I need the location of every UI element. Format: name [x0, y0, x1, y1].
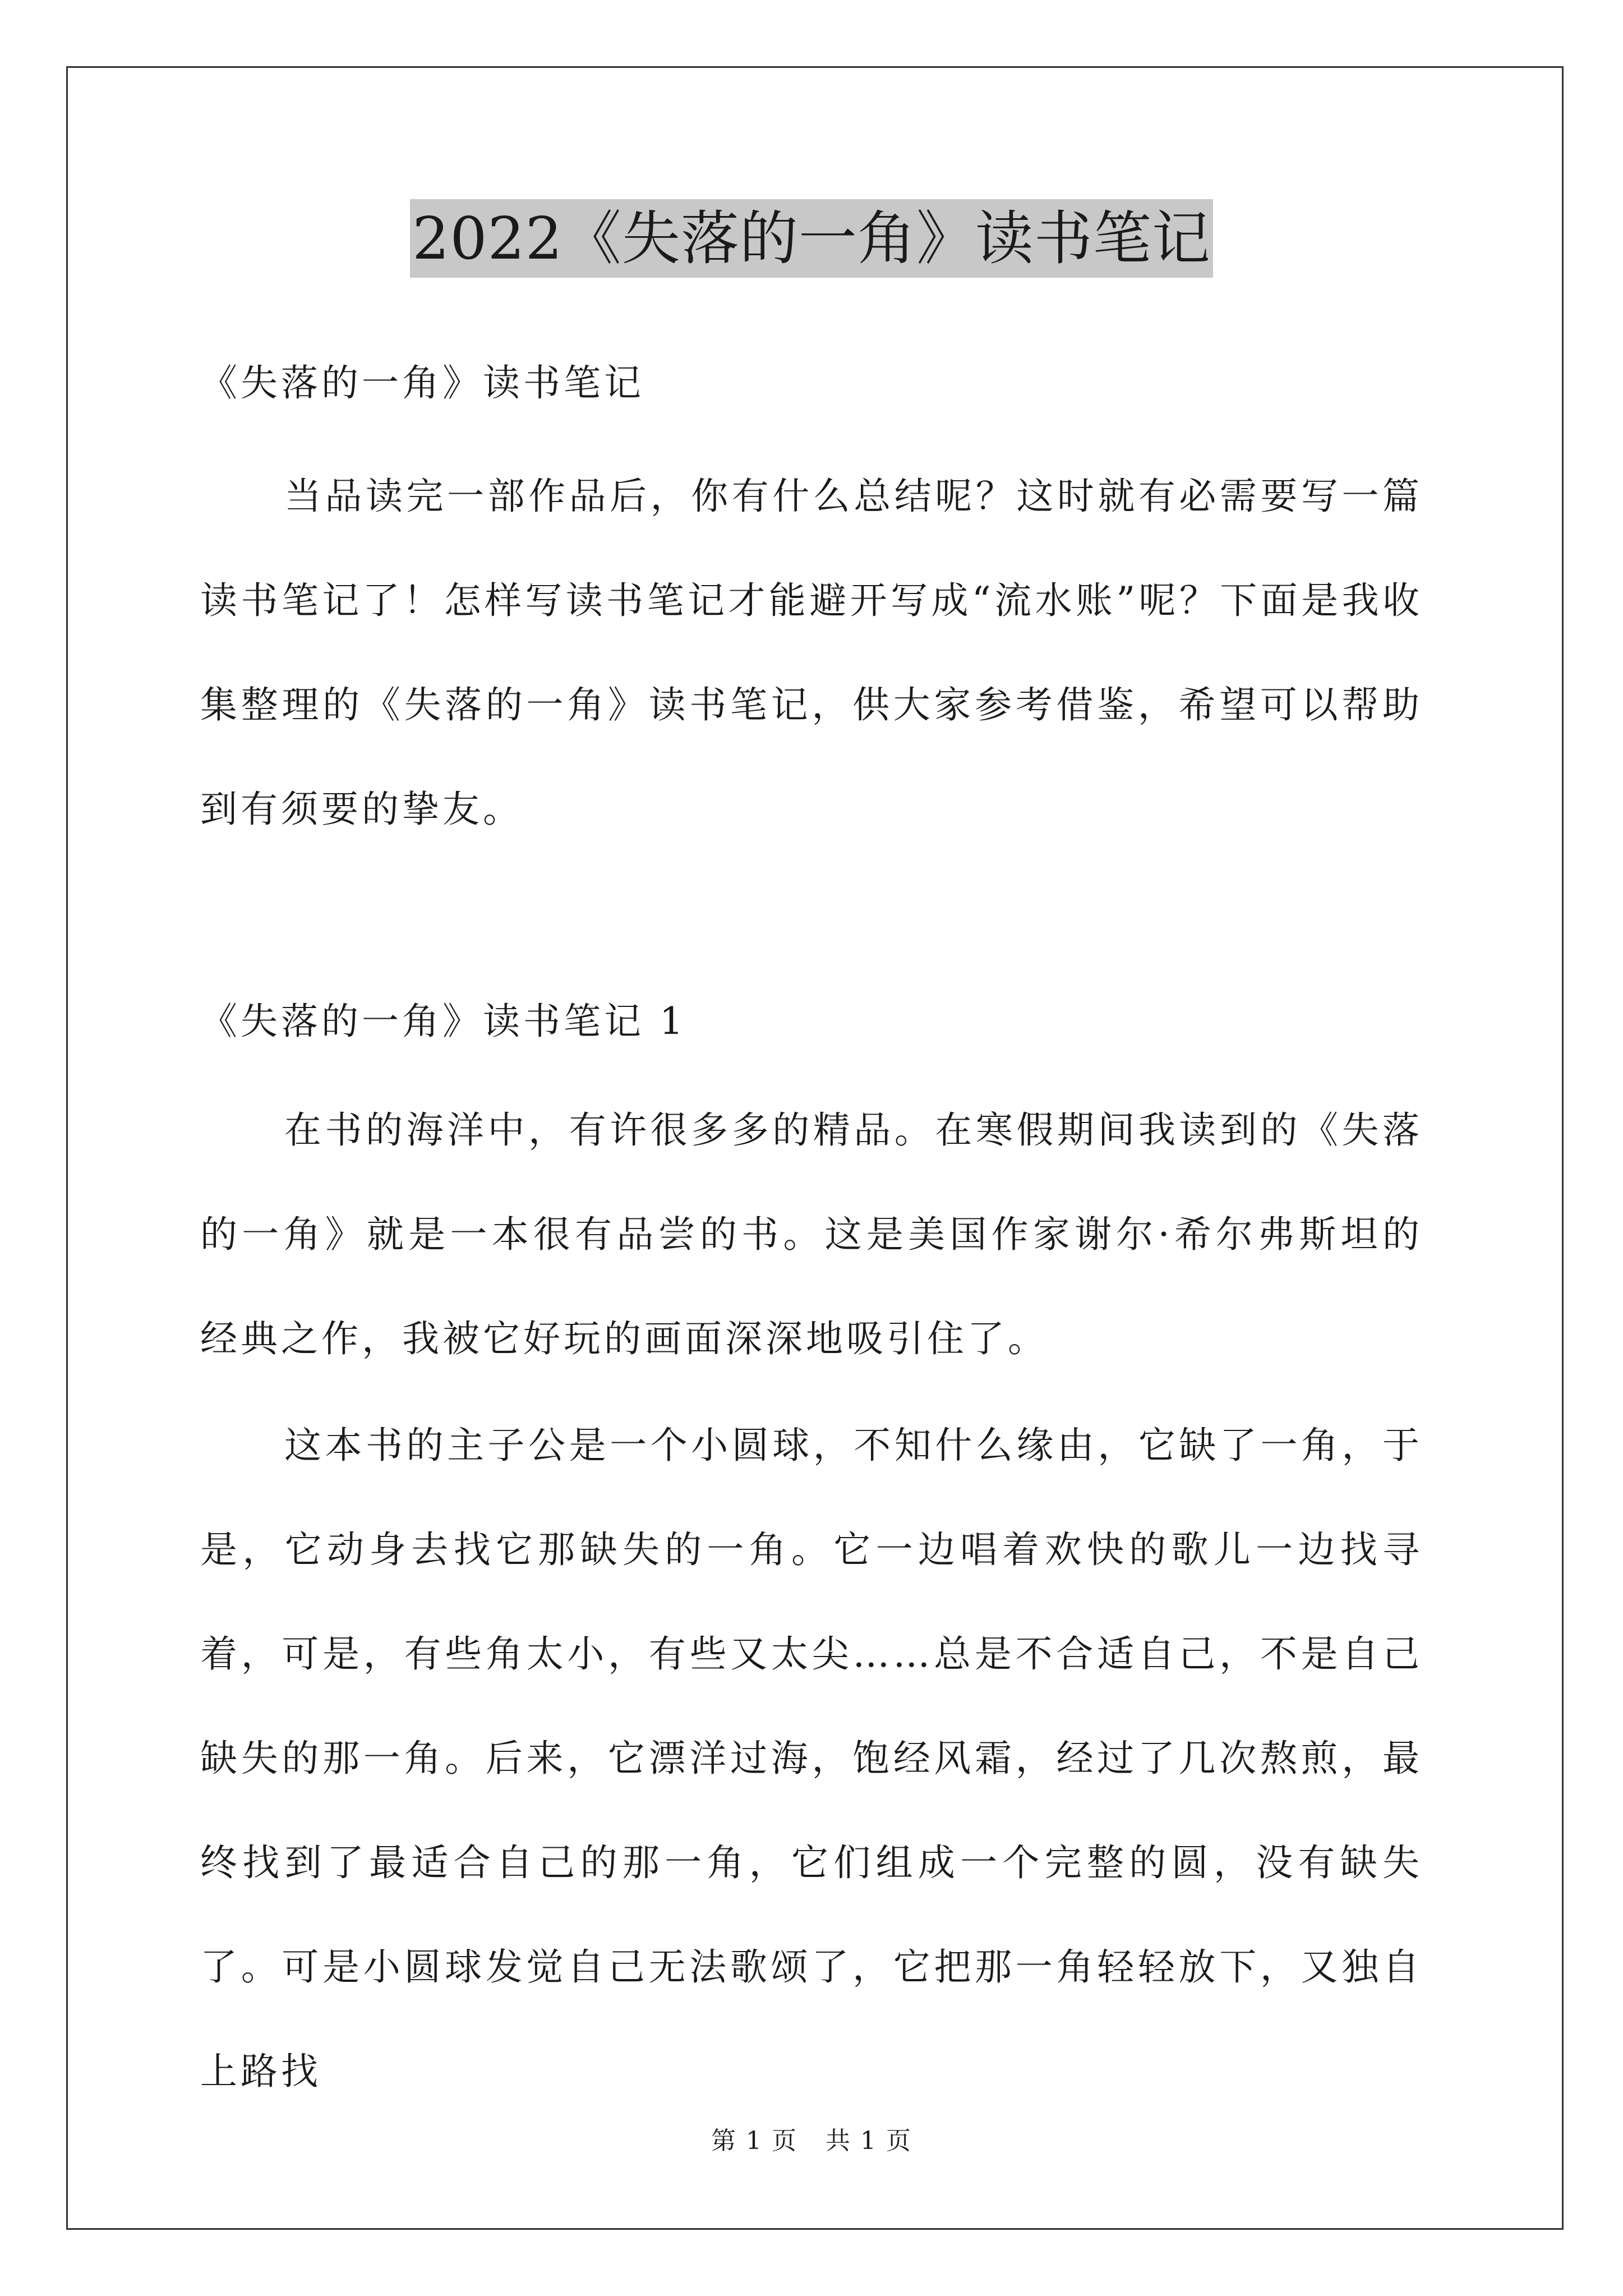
page-footer — [0, 2120, 1623, 2156]
page-total: 共 1 页 — [826, 2127, 912, 2155]
title-container — [0, 199, 1623, 278]
body-paragraph-2: 这本书的主子公是一个小圆球，不知什么缘由，它缺了一角，于是，它动身去找它那缺失的一角。它一边唱着欢快的歌儿一边找寻着，可是，有些角太小，有些又太尖……总是不合适自己，不是自己缺失的那一角。后来，它漂洋过海，饱经风霜，经过了几次熬煎，最终找到了最适合自己的那一角，它们组成一个完整的圆，没有缺失了。可是小圆球发觉自己无法歌颂了，它把那一角轻轻放下，又独自上路找 — [200, 1424, 1423, 2093]
page-number: 第 1 页 — [711, 2127, 797, 2155]
section-heading: 《失落的一角》读书笔记 1 — [200, 1000, 686, 1043]
body-paragraph-1: 在书的海洋中，有许很多多的精品。在寒假期间我读到的《失落的一角》就是一本很有品尝的书。这是美国作家谢尔·希尔弗斯坦的经典之作，我被它好玩的画面深深地吸引住了。 — [200, 1108, 1423, 1360]
document-subtitle: 《失落的一角》读书笔记 — [200, 361, 644, 404]
document-title: 2022《失落的一角》读书笔记 — [410, 199, 1213, 278]
intro-paragraph: 当品读完一部作品后，你有什么总结呢？这时就有必需要写一篇读书笔记了！怎样写读书笔记才能避开写成“流水账”呢？下面是我收集整理的《失落的一角》读书笔记，供大家参考借鉴，希望可以帮助到有须要的挚友。 — [200, 475, 1423, 831]
